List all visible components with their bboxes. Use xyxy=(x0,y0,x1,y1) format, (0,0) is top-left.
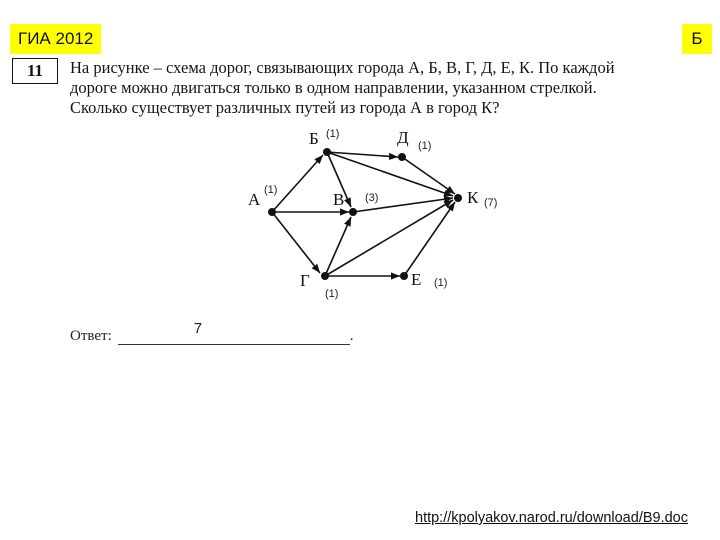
node-d xyxy=(398,153,406,161)
count-k: (7) xyxy=(484,197,498,209)
node-e xyxy=(400,272,408,280)
answer-period: . xyxy=(349,328,354,344)
task-line-1: На рисунке – схема дорог, связывающих города А, Б, В, Г, Д, Е, К. По каждой xyxy=(70,58,615,77)
answer-field[interactable] xyxy=(118,320,350,345)
task-line-2: дороге можно двигаться только в одном направлении, указанном стрелкой. xyxy=(70,78,597,97)
count-b: (1) xyxy=(326,128,340,140)
task-number: 11 xyxy=(12,58,58,84)
exam-badge: ГИА 2012 xyxy=(10,24,101,54)
node-k xyxy=(454,194,462,202)
node-v xyxy=(349,208,357,216)
edge-d-k xyxy=(402,157,455,194)
label-a: А xyxy=(248,190,261,209)
answer-label: Ответ: xyxy=(70,328,112,344)
node-b xyxy=(323,148,331,156)
count-e: (1) xyxy=(434,277,448,289)
count-v: (3) xyxy=(365,192,379,204)
variant-badge: Б xyxy=(682,24,712,54)
count-g: (1) xyxy=(325,288,339,300)
edge-g-v xyxy=(325,217,351,276)
node-a xyxy=(268,208,276,216)
count-d: (1) xyxy=(418,140,432,152)
edge-a-g xyxy=(272,212,320,273)
source-link[interactable]: http://kpolyakov.narod.ru/download/B9.doc xyxy=(415,510,688,526)
count-a: (1) xyxy=(264,184,278,196)
label-e: Е xyxy=(411,270,422,289)
label-d: Д xyxy=(397,128,409,147)
label-k: К xyxy=(467,188,479,207)
label-g: Г xyxy=(300,271,310,290)
task-line-3: Сколько существует различных путей из города А в город К? xyxy=(70,98,500,117)
edge-b-k xyxy=(327,152,453,196)
answer-value: 7 xyxy=(193,320,203,337)
edge-a-b xyxy=(272,155,323,212)
answer-row xyxy=(70,320,354,345)
label-b: Б xyxy=(309,129,319,148)
label-v: В xyxy=(333,190,345,209)
node-g xyxy=(321,272,329,280)
